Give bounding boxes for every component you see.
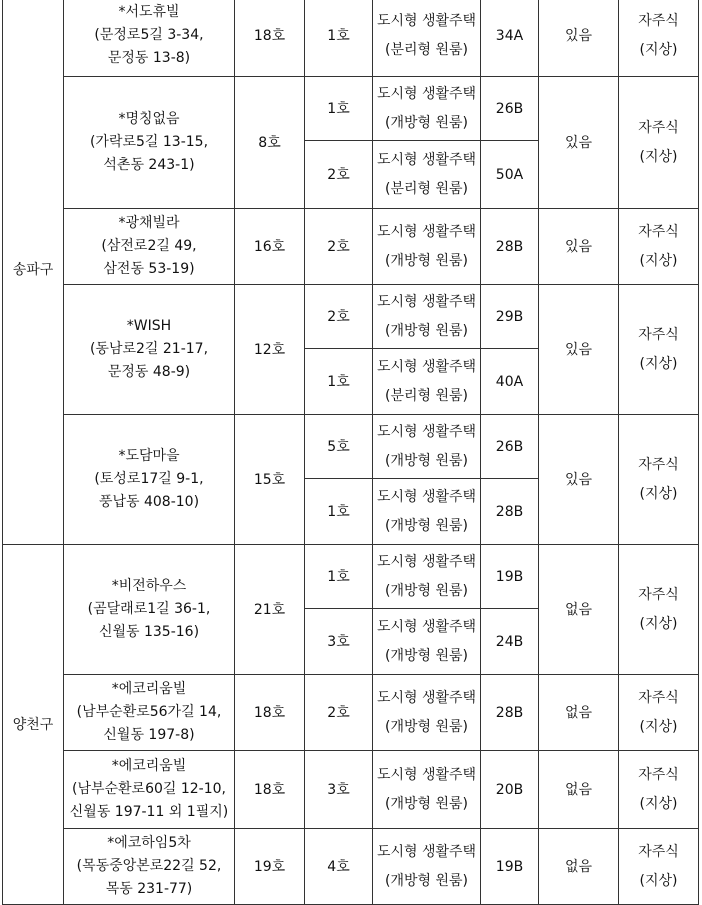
parking-cell-line: 자주식: [638, 766, 679, 783]
parking-cell-line: 자주식: [638, 456, 679, 473]
table-row: [3, 209, 699, 285]
parking-cell-line: 자주식: [638, 12, 679, 29]
building-name-cell-line: *광채빌라: [118, 215, 180, 231]
table-row: [3, 751, 699, 829]
table-row: [3, 77, 699, 141]
housing-type-cell-line: (개방형 원룸): [385, 795, 468, 812]
parking-cell-line: 자주식: [638, 843, 679, 860]
unit-cell: 1호: [305, 545, 373, 609]
housing-type-cell-line: 도시형 생활주택: [376, 618, 477, 635]
parking-cell-line: (지상): [639, 148, 678, 165]
area-type-cell: 29B: [481, 285, 539, 349]
building-name-cell-line: *에코리움빌: [111, 758, 187, 774]
parking-cell-line: (지상): [639, 718, 678, 735]
building-name-cell-line: *서도휴빌: [118, 4, 180, 20]
housing-type-cell-line: 도시형 생활주택: [376, 85, 477, 102]
housing-type-cell-line: 도시형 생활주택: [376, 151, 477, 168]
table-row: [3, 285, 699, 349]
housing-type-cell-line: 도시형 생활주택: [376, 488, 477, 505]
housing-type-cell-line: (개방형 원룸): [385, 252, 468, 269]
table-body: [3, 0, 699, 905]
area-type-cell: 50A: [481, 141, 539, 209]
building-name-cell: [64, 415, 235, 545]
building-name-cell-line: 풍납동 408-10): [98, 494, 200, 510]
table-row: [3, 829, 699, 905]
area-type-cell: 26B: [481, 415, 539, 479]
housing-type-cell: [373, 349, 481, 415]
parking-cell-line: 자주식: [638, 223, 679, 240]
unit-cell: 2호: [305, 141, 373, 209]
building-name-cell: [64, 209, 235, 285]
building-name-cell: [64, 285, 235, 415]
elevator-cell: 있음: [539, 285, 619, 415]
unit-cell: 4호: [305, 829, 373, 905]
building-name-cell-line: (곰달래로1길 36-1,: [87, 601, 211, 617]
building-name-cell-line: 목동 231-77): [105, 881, 193, 897]
parking-cell: [619, 751, 699, 829]
area-type-cell: 28B: [481, 675, 539, 751]
housing-type-cell: [373, 285, 481, 349]
parking-cell-line: (지상): [639, 795, 678, 812]
building-name-cell-line: 문정동 13-8): [107, 50, 191, 66]
district-cell: 양천구: [3, 545, 64, 905]
housing-type-cell-line: (개방형 원룸): [385, 517, 468, 534]
parking-cell-line: (지상): [639, 355, 678, 372]
parking-cell-line: 자주식: [638, 689, 679, 706]
housing-type-cell-line: 도시형 생활주택: [376, 358, 477, 375]
unit-cell: 2호: [305, 675, 373, 751]
unit-cell: 1호: [305, 77, 373, 141]
unit-cell: 1호: [305, 349, 373, 415]
elevator-cell: 있음: [539, 77, 619, 209]
elevator-cell: 없음: [539, 545, 619, 675]
building-name-cell-line: (목동중앙본로22길 52,: [76, 858, 222, 874]
elevator-cell: 있음: [539, 415, 619, 545]
parking-cell-line: (지상): [639, 872, 678, 889]
households-cell: 8호: [235, 77, 305, 209]
parking-cell-line: (지상): [639, 41, 678, 58]
table-row: [3, 545, 699, 609]
parking-cell: [619, 77, 699, 209]
housing-type-cell-line: (분리형 원룸): [385, 41, 468, 58]
elevator-cell: 있음: [539, 0, 619, 77]
building-name-cell-line: (가락로5길 13-15,: [89, 134, 209, 150]
building-name-cell-line: *에코리움빌: [111, 681, 187, 697]
building-name-cell-line: 석촌동 243-1): [103, 157, 195, 173]
elevator-cell: 없음: [539, 829, 619, 905]
building-name-cell-line: *도담마을: [118, 448, 180, 464]
building-name-cell-line: (동남로2길 21-17,: [89, 341, 209, 357]
housing-type-cell-line: (개방형 원룸): [385, 452, 468, 469]
unit-cell: 1호: [305, 479, 373, 545]
area-type-cell: 24B: [481, 609, 539, 675]
parking-cell-line: (지상): [639, 485, 678, 502]
building-name-cell-line: 삼전동 53-19): [103, 261, 195, 277]
housing-type-cell-line: (분리형 원룸): [385, 387, 468, 404]
housing-type-cell: [373, 829, 481, 905]
building-name-cell-line: (토성로17길 9-1,: [94, 471, 204, 487]
households-cell: 18호: [235, 0, 305, 77]
building-name-cell-line: 신월동 135-16): [98, 624, 200, 640]
housing-type-cell-line: (개방형 원룸): [385, 718, 468, 735]
area-type-cell: 19B: [481, 545, 539, 609]
parking-cell: [619, 829, 699, 905]
building-name-cell-line: (문정로5길 3-34,: [94, 27, 204, 43]
parking-cell-line: 자주식: [638, 119, 679, 136]
parking-cell: [619, 675, 699, 751]
unit-cell: 3호: [305, 751, 373, 829]
households-cell: 21호: [235, 545, 305, 675]
parking-cell-line: (지상): [639, 252, 678, 269]
building-name-cell-line: 문정동 48-9): [107, 364, 191, 380]
building-name-cell-line: *명칭없음: [118, 111, 180, 127]
unit-cell: 2호: [305, 285, 373, 349]
housing-type-cell: [373, 77, 481, 141]
table-row: [3, 675, 699, 751]
housing-type-cell-line: 도시형 생활주택: [376, 423, 477, 440]
housing-type-cell: [373, 141, 481, 209]
housing-type-cell-line: (개방형 원룸): [385, 647, 468, 664]
elevator-cell: 있음: [539, 209, 619, 285]
unit-cell: 5호: [305, 415, 373, 479]
housing-type-cell-line: 도시형 생활주택: [376, 553, 477, 570]
housing-type-cell-line: (개방형 원룸): [385, 582, 468, 599]
area-type-cell: 28B: [481, 209, 539, 285]
parking-cell: [619, 415, 699, 545]
housing-type-cell: [373, 751, 481, 829]
parking-cell: [619, 0, 699, 77]
unit-cell: 3호: [305, 609, 373, 675]
housing-type-cell-line: 도시형 생활주택: [376, 293, 477, 310]
area-type-cell: 28B: [481, 479, 539, 545]
housing-type-cell-line: (개방형 원룸): [385, 114, 468, 131]
housing-type-cell: [373, 609, 481, 675]
households-cell: 18호: [235, 751, 305, 829]
district-cell: 송파구: [3, 0, 64, 545]
building-name-cell-line: 신월동 197-8): [103, 727, 195, 743]
building-name-cell-line: (남부순환로60길 12-10,: [71, 781, 226, 797]
building-name-cell-line: (삼전로2길 49,: [101, 238, 197, 254]
parking-cell-line: (지상): [639, 615, 678, 632]
area-type-cell: 34A: [481, 0, 539, 77]
building-name-cell: [64, 545, 235, 675]
housing-type-cell-line: 도시형 생활주택: [376, 766, 477, 783]
parking-cell: [619, 209, 699, 285]
housing-type-cell-line: 도시형 생활주택: [376, 689, 477, 706]
housing-type-cell-line: 도시형 생활주택: [376, 12, 477, 29]
table-row: [3, 415, 699, 479]
housing-type-cell-line: 도시형 생활주택: [376, 223, 477, 240]
housing-type-cell-line: 도시형 생활주택: [376, 843, 477, 860]
building-name-cell: [64, 751, 235, 829]
parking-cell-line: 자주식: [638, 326, 679, 343]
area-type-cell: 19B: [481, 829, 539, 905]
parking-cell: [619, 545, 699, 675]
unit-cell: 2호: [305, 209, 373, 285]
building-name-cell: [64, 675, 235, 751]
housing-type-cell-line: (개방형 원룸): [385, 872, 468, 889]
housing-type-cell: [373, 545, 481, 609]
housing-listing-table: [2, 0, 699, 905]
households-cell: 19호: [235, 829, 305, 905]
households-cell: 15호: [235, 415, 305, 545]
housing-type-cell: [373, 0, 481, 77]
housing-type-cell: [373, 415, 481, 479]
households-cell: 18호: [235, 675, 305, 751]
area-type-cell: 40A: [481, 349, 539, 415]
building-name-cell-line: 신월동 197-11 외 1필지): [69, 804, 229, 820]
building-name-cell-line: *비전하우스: [111, 578, 187, 594]
area-type-cell: 20B: [481, 751, 539, 829]
table-row: [3, 0, 699, 77]
unit-cell: 1호: [305, 0, 373, 77]
area-type-cell: 26B: [481, 77, 539, 141]
building-name-cell: [64, 0, 235, 77]
building-name-cell-line: (남부순환로56가길 14,: [76, 704, 222, 720]
housing-type-cell: [373, 479, 481, 545]
elevator-cell: 없음: [539, 751, 619, 829]
housing-type-cell: [373, 675, 481, 751]
housing-type-cell-line: (분리형 원룸): [385, 180, 468, 197]
housing-type-cell: [373, 209, 481, 285]
building-name-cell: [64, 77, 235, 209]
building-name-cell: [64, 829, 235, 905]
building-name-cell-line: *에코하임5차: [107, 835, 191, 851]
households-cell: 12호: [235, 285, 305, 415]
parking-cell: [619, 285, 699, 415]
housing-type-cell-line: (개방형 원룸): [385, 322, 468, 339]
parking-cell-line: 자주식: [638, 586, 679, 603]
households-cell: 16호: [235, 209, 305, 285]
elevator-cell: 없음: [539, 675, 619, 751]
building-name-cell-line: *WISH: [126, 318, 172, 334]
